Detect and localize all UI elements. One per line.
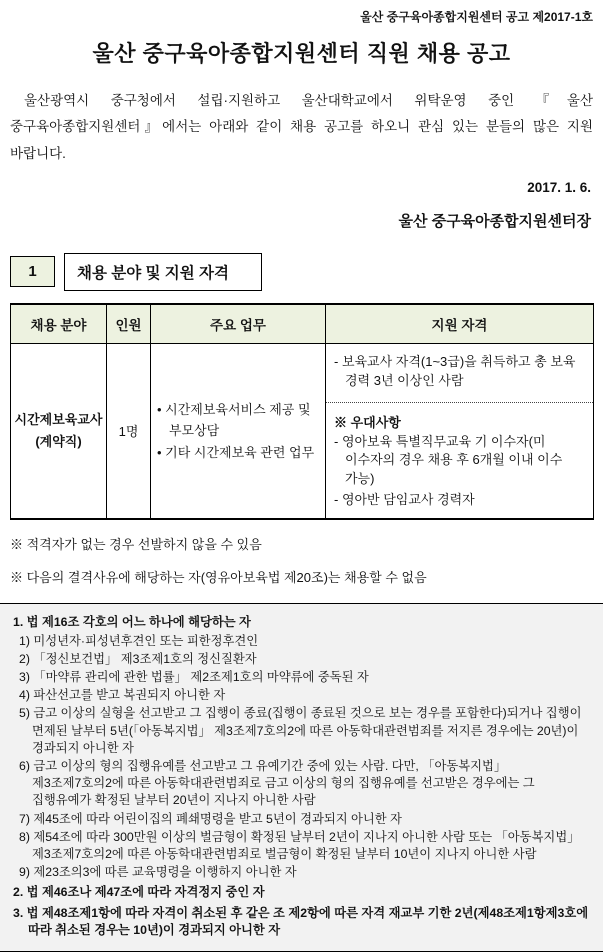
cell-recruit-field — [11, 343, 107, 519]
notes-section — [10, 536, 603, 587]
preferred-item: - 영아반 담임교사 경력자 — [334, 492, 475, 508]
notice-number: 울산 중구육아종합지원센터 공고 제2017-1호 — [360, 10, 593, 24]
section-title-box: 채용 분야 및 지원 자격 — [64, 253, 262, 291]
disq-sub-item: 4) 파산선고를 받고 복권되지 아니한 자 — [19, 688, 226, 703]
column-header-duties: 주요 업무 — [151, 304, 326, 344]
disq-sub-item: 2) 「정신보건법」 제3조제1호의 정신질환자 — [19, 651, 257, 666]
signer-title: 울산 중구육아종합지원센터장 — [398, 212, 591, 230]
disqualification-box — [0, 603, 603, 952]
disq-item-3: 3. 법 제48조제1항에 따라 자격이 취소된 후 같은 조 제2항에 따른 자격 재교부 기한 2년(제48조제1항제3호에 따라 취소된 경우는 10년)이 경과되지 아니한 자 — [13, 905, 589, 937]
page-title: 울산 중구육아종합지원센터 직원 채용 공고 — [92, 41, 511, 66]
disq-sub-item: 8) 제54조에 따라 300만원 이상의 벌금형이 확정된 날부터 2년이 지나지 아니한 사람 또는 「아동복지법」 제3조제7호의2에 따른 아동학대관련범죄로 벌금형이 확정된 날부터 10년이 지나지 아니한 사람 — [19, 829, 580, 862]
field-contract-type: (계약직) — [35, 433, 82, 449]
column-header-headcount: 인원 — [107, 304, 151, 344]
note-no-selection: ※ 적격자가 없는 경우 선발하지 않을 수 있음 — [10, 537, 262, 552]
section-number-box: 1 — [10, 256, 55, 287]
disq-item-2: 2. 법 제46조나 제47조에 따라 자격정지 중인 자 — [13, 885, 265, 900]
disq-sub-item: 7) 제45조에 따라 어린이집의 폐쇄명령을 받고 5년이 경과되지 아니한 자 — [19, 811, 402, 826]
disq-sub-item: 1) 미성년자·피성년후견인 또는 피한정후견인 — [19, 633, 259, 648]
table-row — [11, 343, 594, 519]
duty-item: • 시간제보육서비스 제공 및 부모상담 — [157, 401, 311, 439]
announcement-date: 2017. 1. 6. — [527, 179, 591, 195]
table-header-row — [11, 304, 594, 344]
cell-duties — [151, 343, 326, 519]
column-header-field: 채용 분야 — [11, 304, 107, 344]
section-1-header — [10, 253, 603, 291]
disq-sub-item: 9) 제23조의3에 따른 교육명령을 이행하지 아니한 자 — [19, 865, 297, 880]
field-name: 시간제보육교사 — [14, 411, 103, 427]
recruitment-table — [10, 303, 594, 520]
cell-headcount: 1명 — [107, 343, 151, 519]
disq-item-1: 1. 법 제16조 각호의 어느 하나에 해당하는 자 — [13, 615, 251, 630]
cell-qualification — [326, 343, 594, 519]
dotted-divider — [326, 402, 593, 403]
disq-sub-item: 5) 금고 이상의 실형을 선고받고 그 집행이 종료(집행이 종료된 것으로 보는 경우를 포함한다)되거나 집행이 면제된 날부터 5년(「아동복지법」 제3조제7호의2에 따른 아동학대관련범죄를 저지른 경우에는 20년)이 경과되지 아니한 자 — [19, 706, 582, 755]
disq-sub-item: 6) 금고 이상의 형의 집행유예를 선고받고 그 유예기간 중에 있는 사람. 다만, 「아동복지법」 제3조제7호의2에 따른 아동학대관련범죄로 금고 이상의 형의 집행유예를 선고받은 경우에는 그 집행유예가 확정된 날부터 20년이 지나지 아니한 사람 — [19, 759, 535, 808]
preferred-item: - 영아보육 특별직무교육 기 이수자(미 이수자의 경우 채용 후 6개월 이내 이수 가능) — [334, 433, 563, 487]
qualification-item: - 보육교사 자격(1~3급)을 취득하고 총 보육 경력 3년 이상인 사람 — [334, 353, 576, 388]
column-header-qualification: 지원 자격 — [326, 304, 594, 344]
note-disqualification: ※ 다음의 결격사유에 해당하는 자(영유아보육법 제20조)는 채용할 수 없음 — [10, 570, 427, 586]
preferred-heading: ※ 우대사항 — [334, 414, 401, 430]
duty-item: • 기타 시간제보육 관련 업무 — [157, 444, 315, 460]
intro-paragraph: 울산광역시 중구청에서 설립·지원하고 울산대학교에서 위탁운영 중인 『울산 중구육아종합지원센터』에서는 아래와 같이 채용 공고를 하오니 관심 있는 분들의 많은 지원 바랍니다. — [10, 93, 593, 161]
disq-sub-item: 3) 「마약류 관리에 관한 법률」 제2조제1호의 마약류에 중독된 자 — [19, 669, 369, 684]
